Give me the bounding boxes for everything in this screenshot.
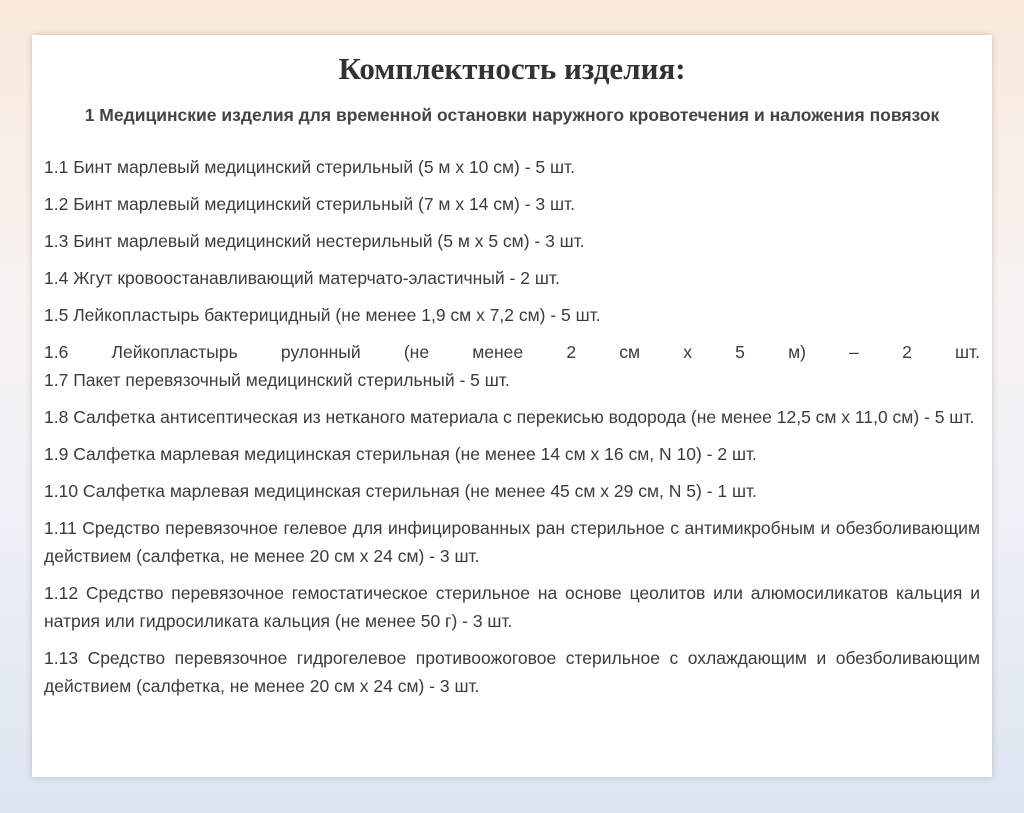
list-item: 1.11 Средство перевязочное гелевое для инфицированных ран стерильное с антимикробным и обезболивающим действием (салфетка, не менее 20 см х 24 см) - 3 шт. <box>44 518 980 566</box>
list-item: 1.9 Салфетка марлевая медицинская стерильная (не менее 14 см х 16 см, N 10) - 2 шт. <box>44 444 757 464</box>
list-item: 1.5 Лейкопластырь бактерицидный (не менее 1,9 см х 7,2 см) - 5 шт. <box>44 305 601 325</box>
list-item: 1.12 Средство перевязочное гемостатическое стерильное на основе цеолитов или алюмосиликатов кальция и натрия или гидросиликата кальция (не менее 50 г) - 3 шт. <box>44 583 980 631</box>
list-item: 1.3 Бинт марлевый медицинский нестерильный (5 м х 5 см) - 3 шт. <box>44 231 585 251</box>
list-item: 1.13 Средство перевязочное гидрогелевое противоожоговое стерильное с охлаждающим и обезболивающим действием (салфетка, не менее 20 см х 24 см) - 3 шт. <box>44 648 980 696</box>
section-heading: 1 Медицинские изделия для временной остановки наружного кровотечения и наложения повязок <box>84 105 940 125</box>
list-item: 1.6 Лейкопластырь рулонный (не менее 2 см х 5 м) – 2 шт. <box>44 342 980 362</box>
slide-panel <box>32 35 992 777</box>
list-item: 1.2 Бинт марлевый медицинский стерильный (7 м х 14 см) - 3 шт. <box>44 194 575 214</box>
list-item: 1.10 Салфетка марлевая медицинская стерильная (не менее 45 см х 29 см, N 5) - 1 шт. <box>44 481 757 501</box>
list-item: 1.4 Жгут кровоостанавливающий матерчато-эластичный - 2 шт. <box>44 268 560 288</box>
page-title: Комплектность изделия: <box>338 51 686 86</box>
list-item: 1.7 Пакет перевязочный медицинский стерильный - 5 шт. <box>44 370 510 390</box>
list-item: 1.8 Салфетка антисептическая из нетканого материала с перекисью водорода (не менее 12,5 см х 11,0 см) - 5 шт. <box>44 407 975 427</box>
item-list <box>44 153 980 700</box>
list-item: 1.1 Бинт марлевый медицинский стерильный (5 м х 10 см) - 5 шт. <box>44 157 575 177</box>
